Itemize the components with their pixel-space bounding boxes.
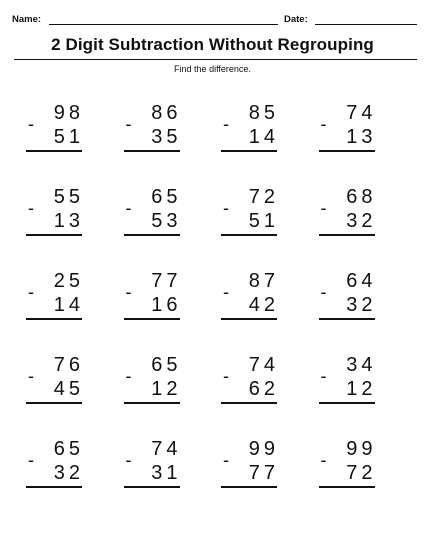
minus-sign: - (320, 282, 327, 302)
minuend: 77 (151, 270, 182, 292)
subtraction-problem (313, 184, 411, 268)
minuend: 86 (151, 102, 182, 124)
subtraction-problem (20, 436, 118, 520)
subtraction-problem (118, 436, 216, 520)
minuend: 74 (151, 438, 182, 460)
subtrahend: 16 (151, 294, 182, 316)
subtraction-problem (20, 100, 118, 184)
minus-sign: - (125, 282, 132, 302)
minus-sign: - (125, 366, 132, 386)
subtrahend: 32 (346, 294, 377, 316)
subtrahend: 32 (53, 462, 84, 484)
subtrahend: 32 (346, 210, 377, 232)
minuend: 99 (248, 438, 279, 460)
name-field-line[interactable] (49, 24, 278, 25)
minus-sign: - (28, 366, 34, 386)
minuend: 25 (53, 270, 84, 292)
answer-line[interactable] (124, 234, 180, 236)
minuend: 34 (346, 354, 377, 376)
minus-sign: - (320, 366, 327, 386)
subtrahend: 31 (151, 462, 182, 484)
answer-line[interactable] (26, 150, 82, 152)
date-field-line[interactable] (315, 24, 417, 25)
subtrahend: 77 (248, 462, 279, 484)
minuend: 98 (53, 102, 84, 124)
minuend: 85 (248, 102, 279, 124)
subtraction-problem (118, 184, 216, 268)
answer-line[interactable] (26, 402, 82, 404)
subtrahend: 13 (53, 210, 84, 232)
answer-line[interactable] (221, 486, 277, 488)
subtrahend: 12 (151, 378, 182, 400)
subtrahend: 45 (53, 378, 84, 400)
subtraction-problem (20, 352, 118, 436)
minuend: 74 (346, 102, 377, 124)
subtraction-problem (215, 436, 313, 520)
minus-sign: - (223, 198, 229, 218)
subtraction-problem (215, 352, 313, 436)
subtraction-problem (313, 268, 411, 352)
answer-line[interactable] (26, 234, 82, 236)
subtrahend: 72 (346, 462, 377, 484)
minus-sign: - (28, 282, 34, 302)
answer-line[interactable] (26, 486, 82, 488)
subtraction-problem (118, 100, 216, 184)
answer-line[interactable] (124, 402, 180, 404)
answer-line[interactable] (26, 318, 82, 320)
minus-sign: - (320, 114, 327, 134)
subtraction-problem (215, 268, 313, 352)
minus-sign: - (125, 450, 132, 470)
minuend: 87 (248, 270, 279, 292)
subtrahend: 35 (151, 126, 182, 148)
subtrahend: 53 (151, 210, 182, 232)
subtraction-problem (313, 436, 411, 520)
instruction-text: Find the difference. (174, 64, 251, 74)
subtrahend: 42 (248, 294, 279, 316)
minus-sign: - (223, 450, 229, 470)
minus-sign: - (125, 114, 132, 134)
answer-line[interactable] (221, 234, 277, 236)
minus-sign: - (223, 282, 229, 302)
answer-line[interactable] (221, 318, 277, 320)
minuend: 65 (53, 438, 84, 460)
subtraction-problem (118, 352, 216, 436)
date-label: Date: (284, 14, 308, 25)
subtraction-problem (215, 100, 313, 184)
subtrahend: 13 (346, 126, 377, 148)
minuend: 64 (346, 270, 377, 292)
subtraction-problem (313, 352, 411, 436)
subtrahend: 14 (53, 294, 84, 316)
answer-line[interactable] (124, 486, 180, 488)
minuend: 99 (346, 438, 377, 460)
minuend: 65 (151, 354, 182, 376)
title-divider (14, 59, 417, 60)
subtrahend: 62 (248, 378, 279, 400)
minuend: 76 (53, 354, 84, 376)
worksheet-title: 2 Digit Subtraction Without Regrouping (51, 35, 374, 54)
answer-line[interactable] (124, 318, 180, 320)
name-label: Name: (12, 14, 42, 25)
minus-sign: - (28, 114, 34, 134)
subtraction-problem (118, 268, 216, 352)
subtrahend: 14 (248, 126, 279, 148)
minus-sign: - (125, 198, 132, 218)
minuend: 65 (151, 186, 182, 208)
subtrahend: 51 (248, 210, 279, 232)
answer-line[interactable] (319, 486, 375, 488)
subtrahend: 51 (53, 126, 84, 148)
minuend: 68 (346, 186, 377, 208)
header-row (12, 12, 417, 28)
answer-line[interactable] (319, 318, 375, 320)
minus-sign: - (28, 198, 34, 218)
subtraction-problem (313, 100, 411, 184)
problem-grid (20, 100, 410, 520)
subtraction-problem (215, 184, 313, 268)
minus-sign: - (320, 198, 327, 218)
subtraction-problem (20, 184, 118, 268)
minuend: 74 (248, 354, 279, 376)
subtraction-problem (20, 268, 118, 352)
answer-line[interactable] (221, 402, 277, 404)
minuend: 55 (53, 186, 84, 208)
minuend: 72 (248, 186, 279, 208)
answer-line[interactable] (319, 402, 375, 404)
subtrahend: 12 (346, 378, 377, 400)
minus-sign: - (320, 450, 327, 470)
minus-sign: - (223, 366, 229, 386)
minus-sign: - (223, 114, 229, 134)
answer-line[interactable] (124, 150, 180, 152)
answer-line[interactable] (319, 234, 375, 236)
answer-line[interactable] (319, 150, 375, 152)
answer-line[interactable] (221, 150, 277, 152)
minus-sign: - (28, 450, 34, 470)
